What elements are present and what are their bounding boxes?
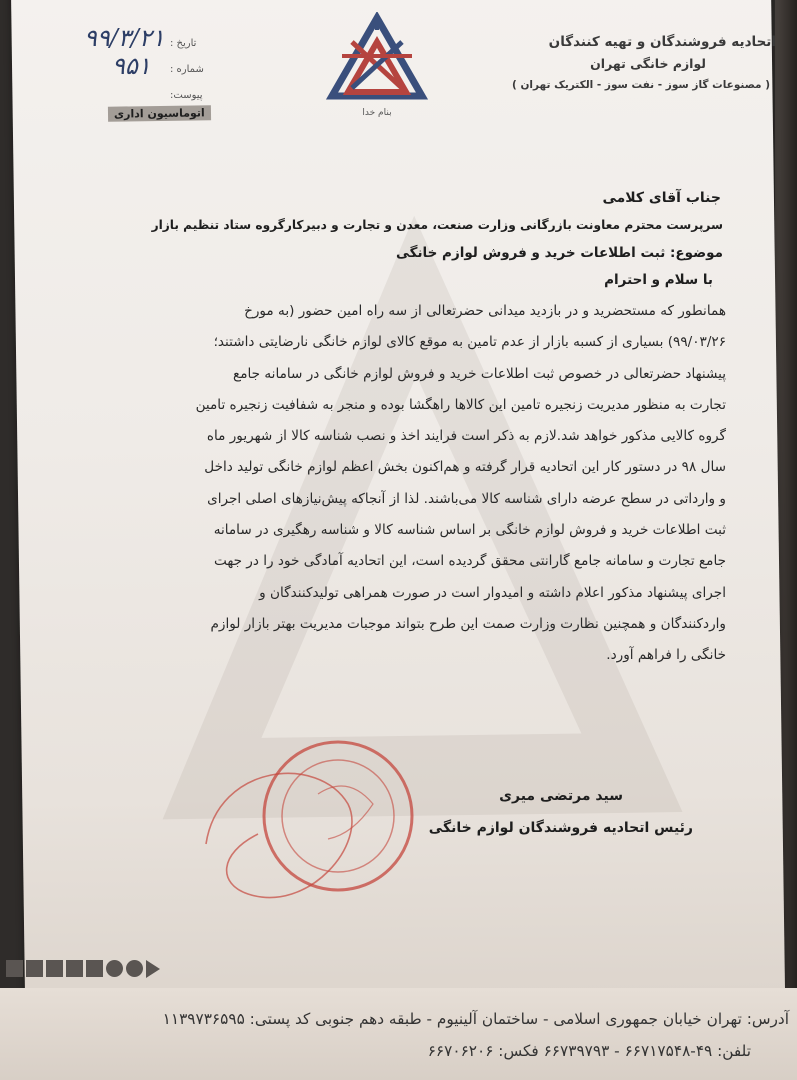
body-line: سال ۹۸ در دستور کار این اتحادیه قرار گرفته و هم‌اکنون بخش اعظم لوازم خانگی تولید داخل — [204, 459, 726, 476]
office-automation-stamp: اتوماسیون اداری — [108, 105, 211, 121]
body-line: ۹۹/۰۳/۲۶) بسیاری از کسبه بازار از عدم تامین به موقع کالای لوازم خانگی نارضایتی داشتند؛ — [213, 334, 726, 351]
square-icon — [26, 960, 43, 977]
body-line: پیشنهاد حضرتعالی در خصوص ثبت اطلاعات خرید و فروش لوازم خانگی در سامانه جامع — [233, 365, 726, 382]
body-line: و وارداتی در سطح عرضه دارای شناسه کالا می‌باشند. لذا از آنجاکه پیش‌نیازهای اصلی اجرای — [207, 490, 726, 507]
logo-caption: بنام خدا — [362, 108, 392, 118]
org-name-line2: لوازم خانگی تهران — [590, 56, 706, 71]
square-icon — [86, 960, 103, 977]
square-icon — [46, 960, 63, 977]
footer-phones: تلفن: ۴۹-۶۶۷۱۷۵۴۸ - ۶۶۷۳۹۷۹۳ فکس: ۶۶۷۰۶۲۰۶ — [427, 1042, 751, 1060]
body-line: اجرای پیشنهاد مذکور اعلام داشته و امیدوار است در صورت همراهی تولیدکنندگان و — [259, 584, 726, 601]
recipient-name: جناب آقای کلامی — [602, 190, 721, 206]
union-logo — [322, 12, 432, 118]
body-line: ثبت اطلاعات خرید و فروش لوازم خانگی بر اساس شناسه کالا و شناسه رهگیری در سامانه — [213, 522, 726, 539]
org-name-line1: اتحادیه فروشندگان و تهیه کنندگان — [548, 34, 776, 50]
square-icon — [66, 960, 83, 977]
org-name-line3: ( مصنوعات گاز سوز - نفت سوز - الکتریک تهران ) — [512, 79, 770, 91]
circle-icon — [126, 960, 143, 977]
number-label: شماره : — [170, 64, 204, 75]
letter-footer — [0, 988, 797, 1080]
date-value-handwritten: ۹۹/۳/۲۱ — [84, 24, 165, 52]
body-line: گروه کالایی مذکور خواهد شد.لازم به ذکر است فرایند اخذ و نصب شناسه کالا از شهریور ماه — [206, 428, 726, 445]
body-line: همانطور که مستحضرید و در بازدید میدانی حضرتعالی از سه راه امین حضور (به مورخ — [244, 303, 726, 319]
square-icon — [6, 960, 23, 977]
number-value-handwritten: ۹۵۱ — [112, 52, 151, 80]
circle-icon — [106, 960, 123, 977]
letter-greeting: با سلام و احترام — [604, 272, 713, 288]
triangle-icon — [146, 960, 160, 978]
footer-address: آدرس: تهران خیابان جمهوری اسلامی - ساختمان آلینیوم - طبقه دهم جنوبی کد پستی: ۱۱۳۹۷۳۶۵۹۵ — [162, 1010, 789, 1028]
signer-title: رئیس اتحادیه فروشندگان لوازم خانگی — [428, 820, 693, 836]
attachment-label: پیوست: — [170, 90, 203, 101]
union-logo-icon — [322, 12, 432, 108]
official-seal — [198, 724, 418, 924]
recipient-title: سرپرست محترم معاونت بازرگانی وزارت صنعت، معدن و تجارت و دبیرکارگروه ستاد تنظیم بازار — [151, 218, 723, 232]
signer-name: سید مرتضی میری — [499, 788, 623, 804]
body-line: جامع تجارت و سامانه جامع گارانتی محقق گردیده است، این اتحادیه آمادگی خود را در جهت — [213, 553, 726, 570]
body-line: واردکنندگان و همچنین نظارت وزارت صمت این طرح بتواند موجبات مدیریت بهتر بازار لوازم — [210, 615, 726, 632]
letter-body — [96, 296, 726, 672]
body-line: خانگی را فراهم آورد. — [606, 647, 726, 664]
organization-header — [486, 34, 776, 91]
body-line: تجارت به منظور مدیریت زنجیره تامین این کالاها راهگشا بوده و منجر به شفافیت زنجیره تامین — [195, 396, 726, 413]
letter-subject: موضوع: ثبت اطلاعات خرید و فروش لوازم خانگی — [395, 245, 723, 261]
decorative-bar — [6, 958, 163, 978]
date-label: تاریخ : — [170, 38, 197, 49]
